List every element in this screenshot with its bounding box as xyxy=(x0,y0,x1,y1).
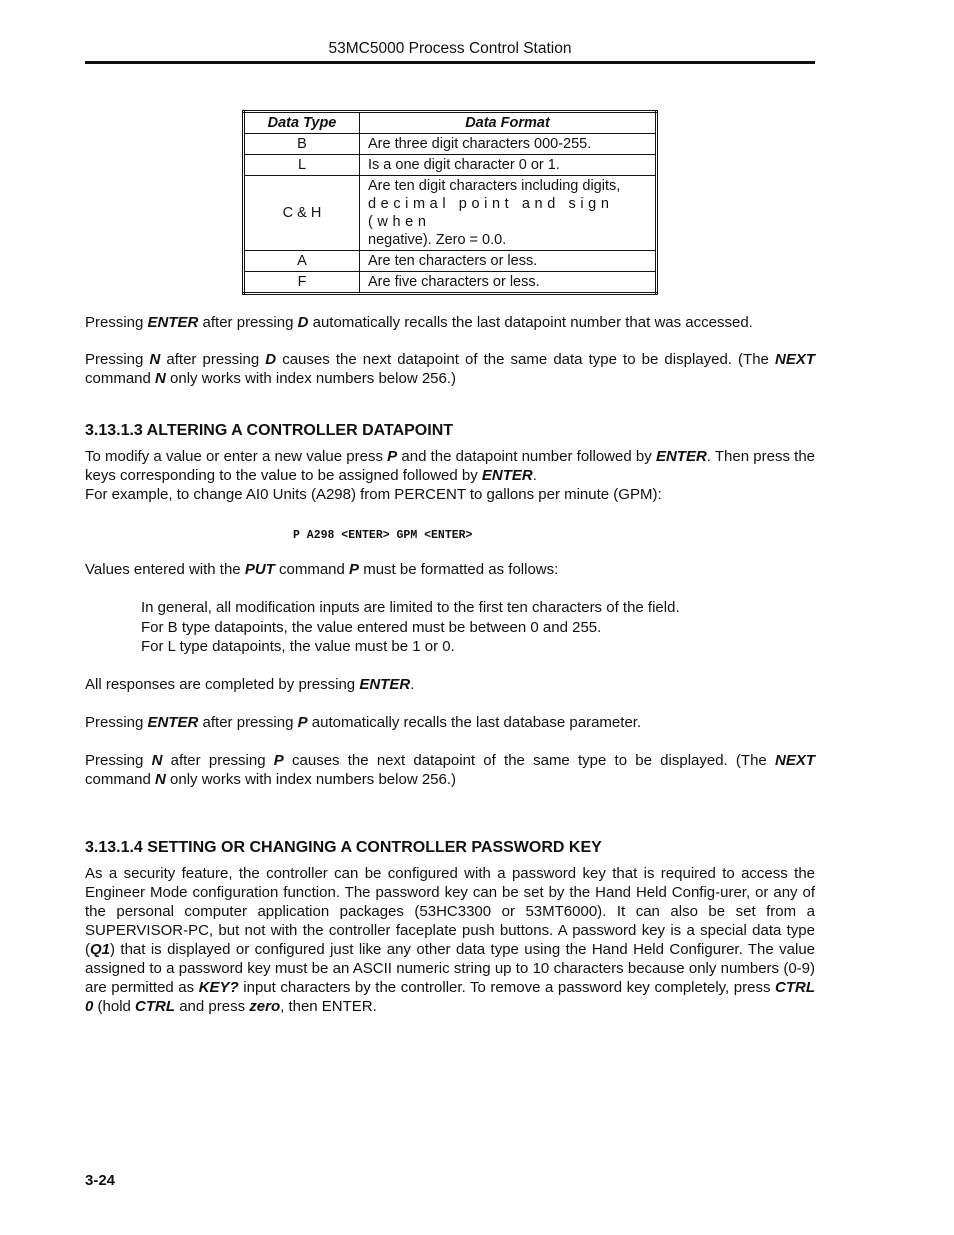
section-heading-altering-datapoint: 3.13.1.3 ALTERING A CONTROLLER DATAPOINT xyxy=(85,422,454,439)
text: All responses are completed by pressing xyxy=(85,676,360,693)
text: , then ENTER. xyxy=(280,998,377,1015)
table-row xyxy=(244,272,657,294)
text: . Then press the keys corresponding to the value to be assigned followed by xyxy=(85,448,816,484)
text: must be formatted as follows: xyxy=(359,561,559,578)
key-d: D xyxy=(297,314,309,331)
key-ctrl: CTRL xyxy=(135,998,176,1015)
cell-type: A xyxy=(244,251,360,272)
text: command xyxy=(274,561,350,578)
key-d: D xyxy=(265,351,277,368)
text: Pressing xyxy=(85,714,148,731)
key-p: P xyxy=(387,448,398,465)
data-format-table xyxy=(242,110,658,295)
table-row xyxy=(244,134,657,155)
cell-format: Are five characters or less. xyxy=(360,272,657,294)
text: causes the next datapoint of the same data type to be displayed. (The xyxy=(276,351,775,368)
key-n: N xyxy=(155,370,166,387)
indented-rule-l-type: For L type datapoints, the value must be 1 or 0. xyxy=(141,638,455,655)
text: . xyxy=(532,467,537,484)
text: automatically recalls the last database parameter. xyxy=(307,714,642,731)
paragraph-put-format xyxy=(85,560,815,579)
text: automatically recalls the last datapoint number that was accessed. xyxy=(308,314,753,331)
col-header-data-format: Data Format xyxy=(360,112,657,134)
cell-format xyxy=(360,176,657,251)
header-rule xyxy=(85,61,815,64)
paragraph-responses xyxy=(85,675,815,694)
page-number: 3-24 xyxy=(85,1172,116,1189)
key-n: N xyxy=(151,752,163,769)
page-header: 53MC5000 Process Control Station xyxy=(328,40,572,57)
text: after pressing xyxy=(160,351,266,368)
text: Values entered with the xyxy=(85,561,245,578)
key-next: NEXT xyxy=(775,351,816,368)
key-enter: ENTER xyxy=(655,448,707,465)
text: As a security feature, the controller can be configured with a password key that is required to access the Engineer Mode configuration function. The password key can be set by the Hand Held Config-urer, or any of the personal computer application packages (53HC3300 or 53MT6000). It can also be set from a SUPERVISOR-PC, but not with the controller faceplate push buttons. A password key is a special data type ( xyxy=(85,865,815,958)
cell-format-line: decimal point and sign (when xyxy=(368,196,614,230)
text: only works with index numbers below 256.) xyxy=(165,370,457,387)
text: . xyxy=(410,676,415,693)
cell-format: Are three digit characters 000-255. xyxy=(360,134,657,155)
text: command xyxy=(85,370,156,387)
table-row xyxy=(244,176,657,251)
cell-type: L xyxy=(244,155,360,176)
table-row xyxy=(244,251,657,272)
key-enter: ENTER xyxy=(147,314,199,331)
cell-format-line: negative). Zero = 0.0. xyxy=(368,232,507,248)
key-p: P xyxy=(297,714,308,731)
table-header-row xyxy=(244,112,657,134)
key-zero: zero xyxy=(249,998,281,1015)
key-put: PUT xyxy=(244,561,275,578)
text: input characters by the controller. To remove a password key completely, press xyxy=(238,979,776,996)
paragraph-n-after-d xyxy=(85,350,815,388)
key-p: P xyxy=(349,561,360,578)
key-enter: ENTER xyxy=(359,676,411,693)
key-next: NEXT xyxy=(775,752,816,769)
text: after pressing xyxy=(198,714,298,731)
text: and press xyxy=(175,998,250,1015)
paragraph-n-after-p xyxy=(85,751,815,789)
cell-type: F xyxy=(244,272,360,294)
text: Pressing xyxy=(85,351,150,368)
text: only works with index numbers below 256.) xyxy=(165,771,457,788)
paragraph-enter-after-d xyxy=(85,313,815,332)
cell-format-line: Are ten digit characters including digits, xyxy=(368,178,621,194)
key-key: KEY? xyxy=(198,979,239,996)
indented-rule-general: In general, all modification inputs are limited to the first ten characters of the field. xyxy=(141,599,680,616)
cell-type: C & H xyxy=(244,176,360,251)
cell-type: B xyxy=(244,134,360,155)
paragraph-enter-after-p xyxy=(85,713,815,732)
key-n: N xyxy=(155,771,166,788)
code-example: P A298 <ENTER> GPM <ENTER> xyxy=(293,529,473,542)
text: causes the next datapoint of the same type to be displayed. (The xyxy=(283,752,775,769)
indented-rule-b-type: For B type datapoints, the value entered must be between 0 and 255. xyxy=(141,619,602,636)
key-q1: Q1 xyxy=(90,941,111,958)
col-header-data-type: Data Type xyxy=(244,112,360,134)
section-heading-password-key: 3.13.1.4 SETTING OR CHANGING A CONTROLLER PASSWORD KEY xyxy=(85,839,602,856)
text: To modify a value or enter a new value press xyxy=(85,448,388,465)
text: Pressing xyxy=(85,752,152,769)
cell-format: Are ten characters or less. xyxy=(360,251,657,272)
text: ) that is displayed or configured just like any other data type using the Hand Held Configurer. The value assigned to a password key must be an ASCII numeric string up to 10 characters because only numbers (0-9) are permitted as xyxy=(85,941,815,996)
paragraph-example: For example, to change AI0 Units (A298) from PERCENT to gallons per minute (GPM): xyxy=(85,486,662,503)
text: command xyxy=(85,771,156,788)
paragraph-modify-value xyxy=(85,447,815,485)
key-p: P xyxy=(273,752,284,769)
text: after pressing xyxy=(198,314,298,331)
paragraph-password-key xyxy=(85,864,815,1016)
text: Pressing xyxy=(85,314,148,331)
key-enter: ENTER xyxy=(481,467,533,484)
key-enter: ENTER xyxy=(147,714,199,731)
text: (hold xyxy=(93,998,136,1015)
text: after pressing xyxy=(162,752,274,769)
cell-format: Is a one digit character 0 or 1. xyxy=(360,155,657,176)
table-row xyxy=(244,155,657,176)
key-n: N xyxy=(149,351,161,368)
text: and the datapoint number followed by xyxy=(397,448,656,465)
key-ctrl-0: CTRL 0 xyxy=(85,979,816,1015)
